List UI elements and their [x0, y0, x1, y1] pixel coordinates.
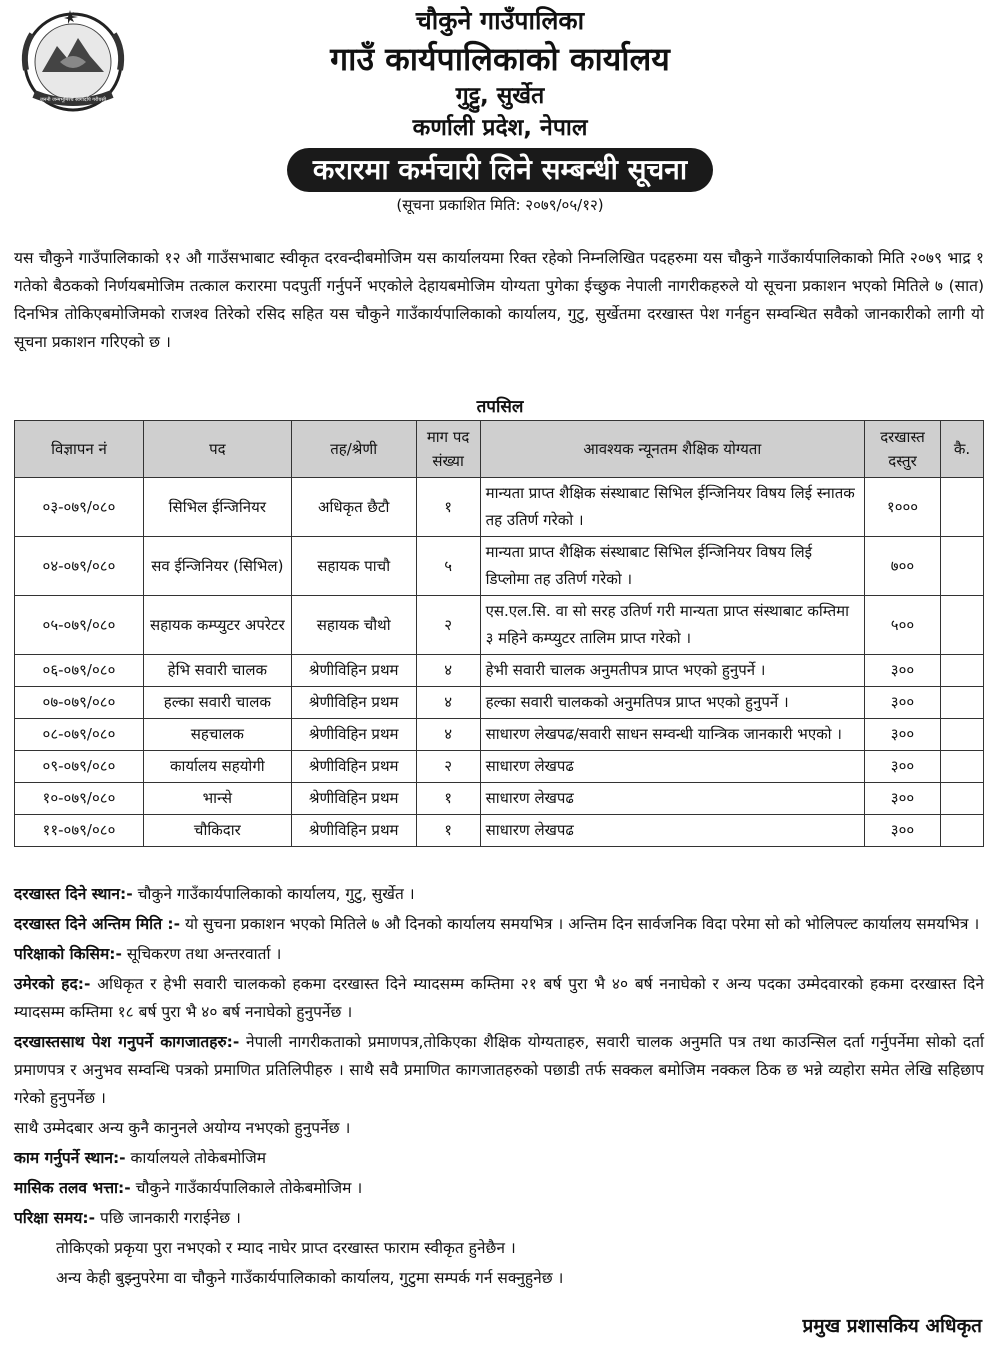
- cell-ad-no: ०४-०७९/०८०: [15, 537, 144, 596]
- cell-ad-no: ०७-०७९/०८०: [15, 687, 144, 719]
- cell-post: सहचालक: [143, 719, 291, 751]
- cell-ad-no: ०८-०७९/०८०: [15, 719, 144, 751]
- exam-type: [14, 940, 984, 968]
- application-deadline-value: यो सुचना प्रकाशन भएको मितिले ७ औ दिनको कार्यालय समयभित्र । अन्तिम दिन सार्वजनिक विदा परेमा सो को भोलिपल्ट कार्यालय समयभित्र ।: [180, 915, 980, 933]
- workplace-value: कार्यालयले तोकेबमोजिम: [125, 1149, 267, 1167]
- cell-ad-no: ०६-०७९/०८०: [15, 655, 144, 687]
- application-place-value: चौकुने गाउँकार्यपालिकाको कार्यालय, गुटु, सुर्खेत ।: [132, 885, 415, 903]
- cell-level: श्रेणीविहिन प्रथम: [291, 751, 416, 783]
- cell-count: ४: [416, 719, 480, 751]
- exam-time: [14, 1204, 984, 1232]
- cell-remarks: [940, 719, 983, 751]
- age-limit-value: अधिकृत र हेभी सवारी चालकको हकमा दरखास्त दिने म्यादसम्म कम्तिमा २१ बर्ष पुरा भै ४० बर्ष ननाघेको र अन्य पदका उम्मेदवारको हकमा दरखास्त दिने म्यादसम्म कम्तिमा १८ बर्ष पुरा भै ४० बर्ष ननाघेको हुनुपर्नेछ ।: [14, 975, 984, 1021]
- cell-qualification: साधारण लेखपढ: [480, 783, 864, 815]
- table-row: [15, 751, 984, 783]
- cell-remarks: [940, 815, 983, 847]
- cell-remarks: [940, 687, 983, 719]
- exam-time-label: परिक्षा समय:-: [14, 1209, 96, 1227]
- cell-qualification: एस.एल.सि. वा सो सरह उतिर्ण गरी मान्यता प्राप्त संस्थाबाट कम्तिमा ३ महिने कम्प्युटर तालिम प्राप्त गरेको ।: [480, 596, 864, 655]
- table-row: [15, 687, 984, 719]
- cell-level: श्रेणीविहिन प्रथम: [291, 783, 416, 815]
- application-deadline: [14, 910, 984, 938]
- cell-post: सव ईन्जिनियर (सिभिल): [143, 537, 291, 596]
- cell-remarks: [940, 783, 983, 815]
- header-fee: दरखास्त दस्तुर: [865, 421, 941, 478]
- exam-type-value: सूचिकरण तथा अन्तरवार्ता ।: [121, 945, 282, 963]
- cell-post: चौकिदार: [143, 815, 291, 847]
- published-date: (सूचना प्रकाशित मिति: २०७९/०५/१२): [396, 196, 604, 214]
- cell-qualification: हेभी सवारी चालक अनुमतीपत्र प्राप्त भएको हुनुपर्ने ।: [480, 655, 864, 687]
- exam-time-value: पछि जानकारी गराईनेछ ।: [95, 1209, 241, 1227]
- cell-fee: ५००: [865, 596, 941, 655]
- cell-fee: ३००: [865, 751, 941, 783]
- table-row: [15, 719, 984, 751]
- cell-qualification: मान्यता प्राप्त शैक्षिक संस्थाबाट सिभिल ईन्जिनियर विषय लिई डिप्लोमा तह उतिर्ण गरेको ।: [480, 537, 864, 596]
- cell-count: १: [416, 815, 480, 847]
- table-row: [15, 596, 984, 655]
- signatory-title: प्रमुख प्रशासकिय अधिकृत: [802, 1315, 982, 1337]
- cell-fee: ३००: [865, 719, 941, 751]
- table-caption: तपसिल: [476, 397, 524, 417]
- cell-count: ५: [416, 537, 480, 596]
- cell-fee: ३००: [865, 783, 941, 815]
- cell-count: २: [416, 596, 480, 655]
- header-ad-no: विज्ञापन नं: [15, 421, 144, 478]
- table-row: [15, 783, 984, 815]
- office-name: गाउँ कार्यपालिकाको कार्यालय: [330, 40, 670, 78]
- note-rejection: तोकिएको प्रकृया पुरा नभएको र म्याद नाघेर प्राप्त दरखास्त फाराम स्वीकृत हुनेछैन ।: [56, 1239, 516, 1257]
- header-post: पद: [143, 421, 291, 478]
- table-row: [15, 655, 984, 687]
- required-documents-value: नेपाली नागरीकताको प्रमाणपत्र,तोकिएका शैक्षिक योग्यताहरु, सवारी चालक अनुमति पत्र तथा काउन्सिल दर्ता गर्नुपर्नेमा सोको दर्ता प्रमाणपत्र र अनुभव सम्वन्धि पत्रको प्रमाणित प्रतिलिपीहरु । साथै सवै प्रमाणित कागजातहरुको पछाडी तर्फ सक्कल बमोजिम नक्कल ठिक छ भन्ने व्यहोरा समेत लेखि सहिछाप गरेको हुनुपर्नेछ ।: [14, 1033, 985, 1107]
- cell-level: सहायक चौथो: [291, 596, 416, 655]
- cell-qualification: साधारण लेखपढ: [480, 815, 864, 847]
- header-count: माग पद संख्या: [416, 421, 480, 478]
- intro-paragraph: यस चौकुने गाउँपालिकाको १२ औ गाउँसभाबाट स्वीकृत दरवन्दीबमोजिम यस कार्यालयमा रिक्त रहेको निम्नलिखित पदहरुमा यस चौकुने गाउँकार्यपालिकाको मिति २०७९ भाद्र १ गतेको बैठकको निर्णयबमोजिम तत्काल करारमा पदपुर्ती गर्नुपर्ने भएकोले देहायबमोजिम योग्यता पुगेका ईच्छुक नेपाली नागरीकहरुले यो सूचना प्रकाशन भएको मितिले ७ (सात) दिनभित्र तोकिएबमोजिमको राजश्व तिरेको रसिद सहित यस चौकुने गाउँकार्यपालिकाको कार्यालय, गुटु, सुर्खेतमा दरखास्त पेश गर्नहुन सम्वन्धित सवैको जानकारीको लागी यो सूचना प्रकाशन गरिएको छ ।: [14, 249, 984, 351]
- cell-remarks: [940, 596, 983, 655]
- cell-post: सिभिल ईन्जिनियर: [143, 478, 291, 537]
- office-location: गुट्टु, सुर्खेत: [455, 83, 545, 109]
- monthly-salary-value: चौकुने गाउँकार्यपालिकाले तोकेबमोजिम ।: [130, 1179, 363, 1197]
- workplace: [14, 1144, 984, 1172]
- cell-qualification: साधारण लेखपढ/सवारी साधन सम्वन्धी यान्त्रिक जानकारी भएको ।: [480, 719, 864, 751]
- cell-count: २: [416, 751, 480, 783]
- cell-qualification: साधारण लेखपढ: [480, 751, 864, 783]
- table-row: [15, 478, 984, 537]
- cell-level: श्रेणीविहिन प्रथम: [291, 719, 416, 751]
- exam-type-label: परिक्षाको किसिम:-: [14, 945, 122, 963]
- cell-ad-no: ११-०७९/०८०: [15, 815, 144, 847]
- cell-ad-no: १०-०७९/०८०: [15, 783, 144, 815]
- age-limit: [14, 970, 984, 1026]
- required-documents-label: दरखास्तसाथ पेश गनुपर्ने कागजातहरु:-: [14, 1033, 240, 1051]
- cell-post: हेभि सवारी चालक: [143, 655, 291, 687]
- cell-fee: ३००: [865, 655, 941, 687]
- monthly-salary: [14, 1174, 984, 1202]
- cell-remarks: [940, 478, 983, 537]
- required-documents: [14, 1028, 984, 1112]
- cell-count: ४: [416, 687, 480, 719]
- application-place-label: दरखास्त दिने स्थान:-: [14, 885, 133, 903]
- municipality-name: चौकुने गाउँपालिका: [415, 6, 585, 35]
- cell-count: ४: [416, 655, 480, 687]
- age-limit-label: उमेरको हद:-: [14, 975, 91, 993]
- cell-count: १: [416, 478, 480, 537]
- notice-title: करारमा कर्मचारी लिने सम्बन्धी सूचना: [287, 148, 713, 192]
- table-header-row: [15, 421, 984, 478]
- application-deadline-label: दरखास्त दिने अन्तिम मिति :-: [14, 915, 181, 933]
- cell-post: सहायक कम्प्युटर अपरेटर: [143, 596, 291, 655]
- header-level: तह/श्रेणी: [291, 421, 416, 478]
- cell-fee: १०००: [865, 478, 941, 537]
- vacancy-table: [14, 420, 984, 847]
- cell-remarks: [940, 655, 983, 687]
- cell-remarks: [940, 537, 983, 596]
- cell-ad-no: ०५-०७९/०८०: [15, 596, 144, 655]
- note-contact: अन्य केही बुझ्नुपरेमा वा चौकुने गाउँकार्यपालिकाको कार्यालय, गुटुमा सम्पर्क गर्न सक्नुहुनेछ ।: [56, 1269, 564, 1287]
- cell-ad-no: ०३-०७९/०८०: [15, 478, 144, 537]
- cell-fee: ३००: [865, 815, 941, 847]
- cell-post: कार्यालय सहयोगी: [143, 751, 291, 783]
- cell-post: हल्का सवारी चालक: [143, 687, 291, 719]
- application-details: [14, 880, 984, 1294]
- cell-ad-no: ०९-०७९/०८०: [15, 751, 144, 783]
- eligibility-note: साथै उम्मेदबार अन्य कुनै कानुनले अयोग्य नभएको हुनुपर्नेछ ।: [14, 1119, 351, 1137]
- table-row: [15, 537, 984, 596]
- cell-level: श्रेणीविहिन प्रथम: [291, 687, 416, 719]
- province-country: कर्णाली प्रदेश, नेपाल: [412, 115, 588, 141]
- header-remarks: कै.: [940, 421, 983, 478]
- header-qualification: आवश्यक न्यूनतम शैक्षिक योग्यता: [480, 421, 864, 478]
- cell-level: श्रेणीविहिन प्रथम: [291, 815, 416, 847]
- cell-level: सहायक पाचौ: [291, 537, 416, 596]
- cell-qualification: हल्का सवारी चालकको अनुमतिपत्र प्राप्त भएको हुनुपर्ने ।: [480, 687, 864, 719]
- cell-level: अधिकृत छैटौ: [291, 478, 416, 537]
- application-place: [14, 880, 984, 908]
- workplace-label: काम गर्नुपर्ने स्थान:-: [14, 1149, 126, 1167]
- cell-qualification: मान्यता प्राप्त शैक्षिक संस्थाबाट सिभिल ईन्जिनियर विषय लिई स्नातक तह उतिर्ण गरेको ।: [480, 478, 864, 537]
- cell-fee: ३००: [865, 687, 941, 719]
- cell-post: भान्से: [143, 783, 291, 815]
- cell-remarks: [940, 751, 983, 783]
- table-row: [15, 815, 984, 847]
- cell-fee: ७००: [865, 537, 941, 596]
- cell-count: १: [416, 783, 480, 815]
- cell-level: श्रेणीविहिन प्रथम: [291, 655, 416, 687]
- notice-header: [0, 4, 1000, 215]
- monthly-salary-label: मासिक तलव भत्ता:-: [14, 1179, 131, 1197]
- emblem-motto: जननी जन्मभूमिश्च स्वर्गादपि गरीयसी: [39, 97, 107, 103]
